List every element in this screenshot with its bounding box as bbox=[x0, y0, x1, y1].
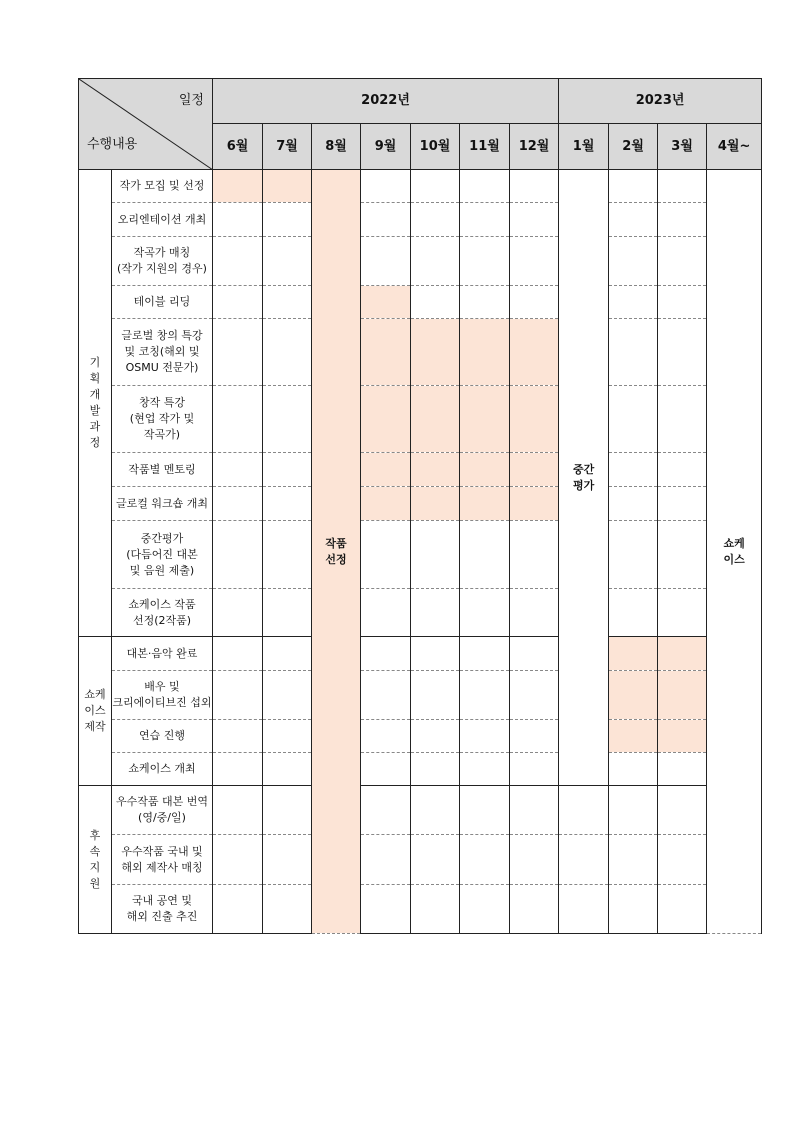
schedule-cell-active bbox=[460, 386, 510, 453]
task-label: 오리엔테이션 개최 bbox=[112, 203, 213, 237]
month-header: 1월 bbox=[559, 124, 609, 170]
schedule-cell bbox=[510, 637, 559, 671]
schedule-cell bbox=[213, 203, 263, 237]
schedule-cell bbox=[263, 237, 312, 286]
schedule-cell bbox=[658, 786, 707, 835]
schedule-cell-active bbox=[658, 671, 707, 720]
schedule-cell bbox=[460, 170, 510, 203]
schedule-cell-active bbox=[213, 170, 263, 203]
schedule-cell bbox=[510, 521, 559, 589]
section-label-followup: 후 속 지 원 bbox=[79, 786, 112, 934]
task-label: 쇼케이스 개최 bbox=[112, 753, 213, 786]
task-label: 대본·음악 완료 bbox=[112, 637, 213, 671]
schedule-cell-active bbox=[361, 286, 411, 319]
schedule-cell bbox=[658, 170, 707, 203]
schedule-cell bbox=[263, 487, 312, 521]
task-label: 국내 공연 및 해외 진출 추진 bbox=[112, 885, 213, 934]
schedule-cell bbox=[411, 286, 460, 319]
section-label-showcase: 쇼케 이스 제작 bbox=[79, 637, 112, 786]
schedule-cell-active bbox=[609, 671, 658, 720]
schedule-cell bbox=[361, 753, 411, 786]
schedule-cell bbox=[460, 637, 510, 671]
schedule-cell bbox=[609, 521, 658, 589]
schedule-cell bbox=[411, 753, 460, 786]
schedule-cell bbox=[658, 521, 707, 589]
schedule-cell bbox=[263, 885, 312, 934]
schedule-cell bbox=[658, 835, 707, 885]
schedule-cell-active bbox=[510, 487, 559, 521]
schedule-cell bbox=[460, 286, 510, 319]
schedule-cell-active bbox=[658, 720, 707, 753]
schedule-cell bbox=[411, 720, 460, 753]
month-header: 6월 bbox=[213, 124, 263, 170]
schedule-cell bbox=[263, 786, 312, 835]
schedule-cell bbox=[213, 671, 263, 720]
schedule-cell-active bbox=[361, 453, 411, 487]
schedule-cell-active bbox=[411, 487, 460, 521]
schedule-cell bbox=[263, 589, 312, 637]
schedule-cell bbox=[361, 589, 411, 637]
schedule-cell bbox=[559, 885, 609, 934]
task-label: 테이블 리딩 bbox=[112, 286, 213, 319]
schedule-cell bbox=[263, 671, 312, 720]
task-label: 배우 및 크리에이티브진 섭외 bbox=[112, 671, 213, 720]
corner-schedule-label: 일정 bbox=[178, 93, 204, 108]
schedule-cell bbox=[213, 386, 263, 453]
aug-merged-cell: 작품 선정 bbox=[312, 170, 361, 934]
schedule-cell-active bbox=[658, 637, 707, 671]
task-label: 창작 특강 (현업 작가 및 작곡가) bbox=[112, 386, 213, 453]
schedule-cell-active bbox=[361, 319, 411, 386]
schedule-cell bbox=[213, 753, 263, 786]
schedule-cell bbox=[460, 237, 510, 286]
schedule-cell bbox=[510, 170, 559, 203]
schedule-cell-active bbox=[510, 453, 559, 487]
month-header: 4월~ bbox=[707, 124, 762, 170]
schedule-cell bbox=[460, 521, 510, 589]
schedule-cell bbox=[263, 203, 312, 237]
apr-merged-cell: 쇼케 이스 bbox=[707, 170, 762, 934]
schedule-cell bbox=[510, 885, 559, 934]
schedule-cell bbox=[411, 170, 460, 203]
schedule-cell bbox=[213, 720, 263, 753]
schedule-cell bbox=[213, 786, 263, 835]
corner-header-cell bbox=[79, 79, 213, 170]
schedule-cell bbox=[411, 671, 460, 720]
schedule-cell bbox=[510, 786, 559, 835]
schedule-cell bbox=[658, 885, 707, 934]
schedule-cell bbox=[361, 786, 411, 835]
schedule-cell bbox=[460, 671, 510, 720]
schedule-cell-active bbox=[460, 487, 510, 521]
schedule-cell bbox=[213, 286, 263, 319]
schedule-cell bbox=[658, 453, 707, 487]
schedule-cell-active bbox=[411, 453, 460, 487]
schedule-cell-active bbox=[361, 386, 411, 453]
schedule-cell bbox=[510, 286, 559, 319]
schedule-cell bbox=[609, 885, 658, 934]
schedule-cell bbox=[361, 237, 411, 286]
schedule-cell-active bbox=[411, 319, 460, 386]
month-header: 12월 bbox=[510, 124, 559, 170]
schedule-cell bbox=[263, 753, 312, 786]
schedule-cell bbox=[559, 835, 609, 885]
schedule-cell bbox=[658, 319, 707, 386]
schedule-cell bbox=[609, 835, 658, 885]
schedule-cell bbox=[460, 720, 510, 753]
task-label: 작곡가 매칭 (작가 지원의 경우) bbox=[112, 237, 213, 286]
schedule-cell bbox=[609, 286, 658, 319]
schedule-cell bbox=[361, 671, 411, 720]
year-2022-header: 2022년 bbox=[213, 79, 559, 124]
schedule-cell bbox=[411, 237, 460, 286]
schedule-cell bbox=[361, 885, 411, 934]
schedule-cell bbox=[361, 203, 411, 237]
schedule-cell bbox=[658, 753, 707, 786]
task-label: 연습 진행 bbox=[112, 720, 213, 753]
schedule-cell bbox=[411, 835, 460, 885]
schedule-cell bbox=[263, 319, 312, 386]
schedule-cell bbox=[559, 786, 609, 835]
schedule-cell bbox=[213, 319, 263, 386]
schedule-cell bbox=[609, 237, 658, 286]
schedule-cell bbox=[263, 286, 312, 319]
schedule-cell bbox=[460, 753, 510, 786]
schedule-cell bbox=[658, 286, 707, 319]
schedule-cell bbox=[658, 589, 707, 637]
schedule-cell bbox=[213, 637, 263, 671]
schedule-cell bbox=[361, 835, 411, 885]
schedule-cell bbox=[213, 237, 263, 286]
schedule-cell bbox=[263, 453, 312, 487]
schedule-cell bbox=[460, 885, 510, 934]
schedule-cell bbox=[609, 203, 658, 237]
month-header: 9월 bbox=[361, 124, 411, 170]
jan-merged-cell: 중간 평가 bbox=[559, 170, 609, 786]
month-header: 10월 bbox=[411, 124, 460, 170]
year-2023-header: 2023년 bbox=[559, 79, 762, 124]
month-header: 11월 bbox=[460, 124, 510, 170]
schedule-cell bbox=[460, 835, 510, 885]
schedule-table bbox=[78, 78, 762, 934]
schedule-cell bbox=[263, 637, 312, 671]
schedule-cell bbox=[460, 203, 510, 237]
month-header: 2월 bbox=[609, 124, 658, 170]
schedule-cell bbox=[460, 589, 510, 637]
task-label: 작가 모집 및 선정 bbox=[112, 170, 213, 203]
schedule-cell bbox=[609, 170, 658, 203]
month-header: 8월 bbox=[312, 124, 361, 170]
task-label: 우수작품 대본 번역 (영/중/일) bbox=[112, 786, 213, 835]
schedule-cell-active bbox=[510, 386, 559, 453]
schedule-cell bbox=[361, 521, 411, 589]
schedule-cell bbox=[510, 671, 559, 720]
task-label: 글로벌 창의 특강 및 코칭(해외 및 OSMU 전문가) bbox=[112, 319, 213, 386]
schedule-cell bbox=[263, 720, 312, 753]
schedule-cell bbox=[213, 589, 263, 637]
schedule-cell bbox=[609, 589, 658, 637]
schedule-cell-active bbox=[609, 637, 658, 671]
schedule-cell-active bbox=[411, 386, 460, 453]
schedule-cell bbox=[361, 170, 411, 203]
schedule-cell bbox=[510, 203, 559, 237]
schedule-cell bbox=[263, 386, 312, 453]
month-header: 7월 bbox=[263, 124, 312, 170]
schedule-cell bbox=[213, 487, 263, 521]
schedule-cell-active bbox=[263, 170, 312, 203]
schedule-cell bbox=[213, 521, 263, 589]
schedule-cell bbox=[213, 835, 263, 885]
schedule-cell bbox=[510, 835, 559, 885]
schedule-cell bbox=[658, 487, 707, 521]
schedule-cell bbox=[411, 589, 460, 637]
schedule-cell-active bbox=[460, 319, 510, 386]
month-header: 3월 bbox=[658, 124, 707, 170]
schedule-cell-active bbox=[609, 720, 658, 753]
schedule-cell bbox=[510, 589, 559, 637]
schedule-cell bbox=[411, 203, 460, 237]
schedule-cell bbox=[411, 885, 460, 934]
schedule-cell bbox=[361, 637, 411, 671]
schedule-cell bbox=[213, 453, 263, 487]
schedule-cell bbox=[411, 786, 460, 835]
schedule-cell bbox=[658, 386, 707, 453]
schedule-cell-active bbox=[361, 487, 411, 521]
schedule-cell bbox=[609, 487, 658, 521]
schedule-cell bbox=[213, 885, 263, 934]
schedule-cell bbox=[263, 835, 312, 885]
task-label: 중간평가 (다듬어진 대본 및 음원 제출) bbox=[112, 521, 213, 589]
schedule-cell bbox=[411, 637, 460, 671]
schedule-cell bbox=[510, 237, 559, 286]
schedule-cell bbox=[510, 720, 559, 753]
schedule-cell bbox=[460, 786, 510, 835]
schedule-cell bbox=[658, 237, 707, 286]
schedule-cell bbox=[609, 319, 658, 386]
schedule-cell bbox=[609, 386, 658, 453]
task-label: 작품별 멘토링 bbox=[112, 453, 213, 487]
schedule-cell bbox=[510, 753, 559, 786]
schedule-cell bbox=[411, 521, 460, 589]
schedule-cell-active bbox=[510, 319, 559, 386]
corner-task-label: 수행내용 bbox=[87, 137, 138, 152]
schedule-cell bbox=[361, 720, 411, 753]
schedule-cell bbox=[658, 203, 707, 237]
schedule-cell bbox=[263, 521, 312, 589]
schedule-cell bbox=[609, 786, 658, 835]
schedule-cell bbox=[609, 753, 658, 786]
task-label: 우수작품 국내 및 해외 제작사 매칭 bbox=[112, 835, 213, 885]
task-label: 글로컬 워크숍 개최 bbox=[112, 487, 213, 521]
task-label: 쇼케이스 작품 선정(2작품) bbox=[112, 589, 213, 637]
section-label-planning: 기 획 개 발 과 정 bbox=[79, 170, 112, 637]
schedule-cell-active bbox=[460, 453, 510, 487]
schedule-cell bbox=[609, 453, 658, 487]
